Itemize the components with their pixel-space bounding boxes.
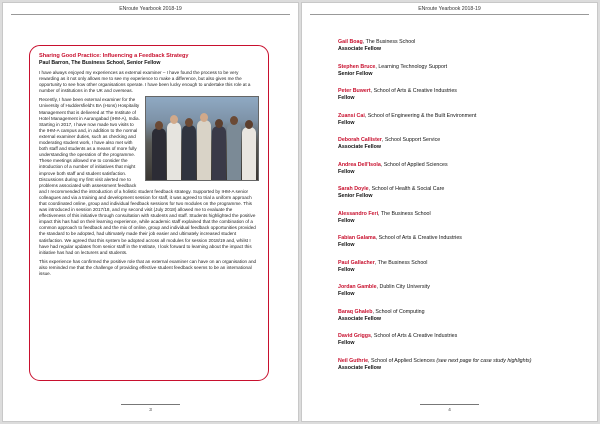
staff-line bbox=[338, 88, 578, 95]
staff-name: Jordan Gamble bbox=[338, 284, 377, 290]
case-study-author: Paul Barron, The Business School, Senior Fellow bbox=[39, 60, 161, 66]
staff-entry bbox=[338, 211, 578, 236]
staff-role: Fellow bbox=[338, 266, 355, 273]
photo-figure bbox=[242, 127, 256, 180]
page-footer bbox=[3, 407, 298, 412]
staff-line bbox=[338, 284, 578, 291]
staff-line bbox=[338, 162, 578, 169]
staff-role: Fellow bbox=[338, 217, 355, 224]
photo-figure bbox=[212, 126, 226, 180]
staff-affiliation: , School of Applied Sciences bbox=[380, 161, 448, 168]
staff-line bbox=[338, 260, 578, 267]
staff-affiliation: , School of Arts & Creative Industries bbox=[370, 333, 458, 339]
staff-entry bbox=[338, 186, 578, 211]
staff-role: Senior Fellow bbox=[338, 193, 373, 199]
staff-role: Senior Fellow bbox=[338, 70, 373, 77]
staff-entry bbox=[338, 260, 578, 285]
page-number: 4 bbox=[448, 407, 451, 412]
footer-rule bbox=[420, 404, 479, 405]
header-rule bbox=[310, 14, 589, 15]
staff-affiliation: , School of Applied Sciences bbox=[368, 357, 437, 364]
case-study-paragraph: I have always enjoyed my experiences as external examiner – I have found the process to be very rewarding as it not only allows me to see my experience to make a difference, but also gives me the opportunity to see how other organisations operate. I have been lucky enough to undertake this role at a number of institutions in the UK and overseas. bbox=[39, 70, 251, 94]
staff-entry bbox=[338, 162, 578, 187]
staff-entry bbox=[338, 309, 578, 334]
staff-name: Zuansi Cai bbox=[338, 112, 365, 119]
staff-affiliation: , School of Computing bbox=[372, 308, 425, 315]
staff-entry bbox=[338, 137, 578, 162]
staff-name: Alessandro Feri bbox=[338, 210, 379, 217]
page-header bbox=[302, 6, 597, 12]
staff-entry bbox=[338, 333, 578, 358]
case-study-body bbox=[39, 94, 259, 255]
staff-line bbox=[338, 64, 578, 71]
staff-name: Baraq Ghaleb bbox=[338, 308, 373, 315]
case-study-paragraph: Recently, I have been external examiner for the University of Huddersfield's BA (Hons) Hospitality Management that is delivered at The Institute of Hotel Management in Aurangabad (IHM-A), India. Starting in 2017, I have now made two visits to the IHM-A campus and, in addition to the normal external examiner duties, such as checking and moderating student work, I have also met with both staff and students as a means of more fully understanding the operation of the programme. These meetings allowed me to consider the introduction of a number of initiatives that might improve both staff and student satisfaction. Discussions during my first visit alerted me to problems associated with assessment feedback and I recommended the introduction of a holistic student feedback strategy. Supported by IHM-A senior colleagues and via a training and development session for staff, it was agreed to trial a uniform approach that coordinated online, group and individual feedback sessions for two modules on the programme. This was introduced in session 2017/18, and my second visit (July 2018) allowed me to evaluate the effectiveness of this initiative through consultation with students and staff. Students highlighted the positive impact this has had on their learning experience, while academic staff explained that the combination of a common approach to feedback and the mix of online, group and individual feedback opportunities provided the standard to be adopted, had ultimately made their job easier and ultimately increased student satisfaction. We agreed that this system be adopted across all modules for session 2018/19 and, whilst I have had regular updates from senior staff in the Institute, I look forward to learning about the impact this initiative has had on lecturers and students. bbox=[39, 97, 256, 255]
staff-affiliation: , School of Health & Social Care bbox=[368, 186, 445, 192]
group-photo bbox=[145, 96, 259, 181]
staff-affiliation: , Dublin City University bbox=[376, 284, 430, 290]
staff-affiliation: , The Business School bbox=[374, 259, 428, 266]
case-study-box bbox=[29, 45, 269, 381]
case-study-title: Sharing Good Practice: Influencing a Feedback Strategy bbox=[39, 53, 189, 59]
staff-line bbox=[338, 186, 578, 193]
page-footer bbox=[302, 407, 597, 412]
staff-role: Fellow bbox=[338, 168, 355, 175]
photo-figure bbox=[197, 120, 211, 180]
staff-role: Fellow bbox=[338, 119, 355, 126]
staff-name: Fabian Galama bbox=[338, 235, 376, 241]
staff-line bbox=[338, 358, 578, 365]
staff-line bbox=[338, 113, 578, 120]
staff-line bbox=[338, 137, 578, 144]
staff-role: Associate Fellow bbox=[338, 46, 381, 52]
staff-name: Andrea Dell'Isola bbox=[338, 161, 381, 168]
staff-name: Stephen Bruce bbox=[338, 63, 376, 70]
staff-entry bbox=[338, 88, 578, 113]
case-study-paragraph: This experience has confirmed the positive role that an external examiner can have on an organisation and also reminded me that the challenge of providing effective student feedback seems to be an international issue. bbox=[39, 258, 257, 276]
page-number: 3 bbox=[149, 407, 152, 412]
staff-note: (see next page for case study highlights) bbox=[436, 357, 532, 364]
footer-rule bbox=[121, 404, 180, 405]
staff-affiliation: , School of Engineering & the Built Environment bbox=[364, 112, 477, 119]
staff-name: Gail Boag bbox=[338, 39, 363, 45]
staff-entry bbox=[338, 358, 578, 383]
photo-figure bbox=[182, 125, 196, 180]
staff-line bbox=[338, 39, 578, 46]
staff-affiliation: , School of Arts & Creative Industries bbox=[370, 88, 457, 94]
photo-figure bbox=[152, 128, 166, 180]
staff-role: Fellow bbox=[338, 340, 355, 346]
staff-list bbox=[338, 39, 578, 382]
staff-line bbox=[338, 211, 578, 218]
staff-name: Deborah Callister bbox=[338, 137, 382, 143]
yearbook-spread bbox=[2, 2, 598, 422]
staff-line bbox=[338, 235, 578, 242]
staff-entry bbox=[338, 235, 578, 260]
staff-entry bbox=[338, 113, 578, 138]
staff-name: David Griggs bbox=[338, 333, 371, 339]
staff-role: Fellow bbox=[338, 95, 355, 101]
page-header bbox=[3, 6, 298, 12]
staff-name: Sarah Doyle bbox=[338, 186, 369, 192]
staff-affiliation: , School Support Service bbox=[381, 137, 441, 143]
staff-entry bbox=[338, 64, 578, 89]
staff-affiliation: , The Business School bbox=[378, 210, 431, 217]
header-rule bbox=[11, 14, 290, 15]
staff-entry bbox=[338, 39, 578, 64]
photo-figure bbox=[167, 122, 181, 180]
left-page bbox=[2, 2, 299, 422]
staff-affiliation: , The Business School bbox=[362, 39, 416, 45]
right-page bbox=[301, 2, 598, 422]
staff-entry bbox=[338, 284, 578, 309]
staff-role: Fellow bbox=[338, 291, 355, 297]
staff-name: Paul Gallacher bbox=[338, 259, 375, 266]
staff-name: Neil Guthrie bbox=[338, 357, 369, 364]
staff-name: Peter Buwert bbox=[338, 88, 371, 94]
staff-affiliation: , School of Arts & Creative Industries bbox=[375, 235, 462, 241]
staff-affiliation: , Learning Technology Support bbox=[375, 63, 448, 70]
header-title: ENroute Yearbook 2018-19 bbox=[418, 6, 481, 12]
staff-line bbox=[338, 309, 578, 316]
staff-role: Associate Fellow bbox=[338, 144, 381, 150]
header-title: ENroute Yearbook 2018-19 bbox=[119, 6, 182, 12]
staff-role: Associate Fellow bbox=[338, 315, 381, 322]
staff-role: Associate Fellow bbox=[338, 364, 381, 371]
photo-figure bbox=[227, 123, 241, 180]
staff-role: Fellow bbox=[338, 242, 355, 248]
staff-line bbox=[338, 333, 578, 340]
